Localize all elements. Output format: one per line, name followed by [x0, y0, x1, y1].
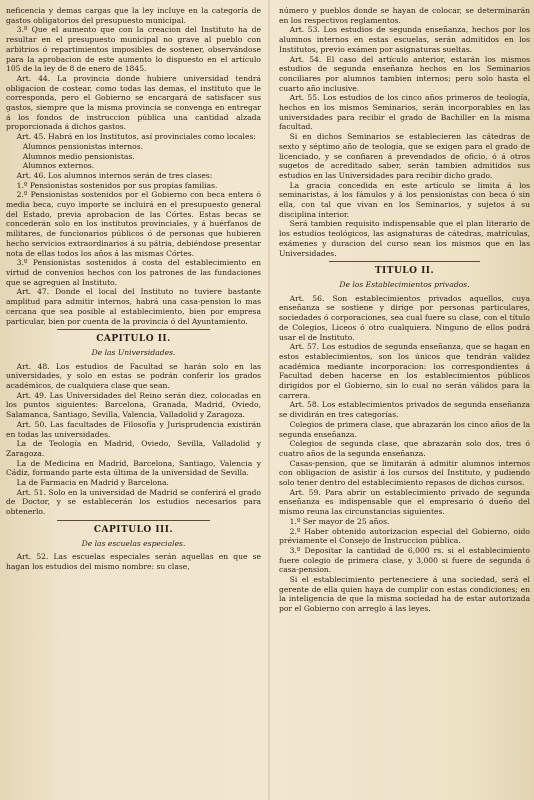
section-divider — [57, 329, 210, 330]
chapter-heading: CAPITULO II. — [96, 334, 171, 345]
paragraph: Si en dichos Seminarios se establecieren las cátedras de sexto y séptimo año de teología, que se exigen para el grado de licenciado, y se confiaren á prevendados de oficio, ó á otros sugetos de acreditado saber, serán tambien admitidos sus estudios en las Universidades para recibir dicho grado. — [279, 132, 530, 180]
paragraph: La de Farmacia en Madrid y Barcelona. — [16, 478, 169, 488]
paragraph: Art. 45. Habrá en los Institutos, así provinciales como locales: — [16, 132, 256, 142]
paragraph: 2.º Haber obtenido autorizacion especial del Gobierno, oido préviamente el Consejo de Instruccion pública. — [279, 526, 530, 546]
chapter-heading: CAPITULO III. — [93, 524, 174, 535]
right-text-column — [279, 6, 530, 798]
paragraph: Art. 57. Los estudios de segunda enseñanza, que se hagan en estos establecimientos, son los únicos que tendrán validez académica mediante incorporacion: los correspondientes á Facultad deben hacerse en los establecimientos públicos dirigidos por el Gobierno, sin lo cual no serán válidos para la carrera. — [279, 342, 530, 400]
paragraph: Art. 52. Las escuelas especiales serán aquellas en que se hagan los estudios del mismo nombre: su clase, — [6, 552, 261, 571]
paragraph: 1.º Ser mayor de 25 años. — [289, 516, 390, 526]
paragraph: Será tambien requisito indispensable que el plan literario de los estudios teológicos, las asignaturas de cátedras, matrículas, exámenes y duracion del curso sean los mismos que en las Universidades. — [279, 219, 530, 258]
paragraph: Art. 55. Los estudios de los cinco años primeros de teología, hechos en los mismos Seminarios, serán incorporables en las universidades para recibir el grado de Bachiller en la misma facultad. — [279, 93, 530, 132]
paragraph: Art. 59. Para abrir un establecimiento privado de segunda enseñanza es indispensable que el empresario ó dueño del mismo reuna las circunstancias siguientes. — [279, 487, 530, 517]
chapter-subtitle: De las Universidades. — [91, 347, 176, 357]
paragraph: Alumnos pensionistas internos. — [22, 141, 144, 151]
paragraph: Art. 51. Solo en la universidad de Madrid se conferirá el grado de Doctor, y se establecerán los estudios necesarios para obtenerlo. — [6, 487, 261, 517]
section-divider — [57, 520, 210, 521]
paragraph: Art. 50. Las facultades de Filosofía y Jurisprudencia existirán en todas las universidades. — [6, 419, 261, 439]
paragraph: Art. 56. Son establecimientos privados aquellos, cuya enseñanza se sostiene y dirige por personas particulares, sociedades ó corporaciones, sea cual fuere su clase, con el título de Colegios, Liceos ó otro cualquiera. Ninguno de ellos podrá usar el de Instituto. — [279, 293, 530, 342]
chapter-subtitle: De los Establecimientos privados. — [339, 279, 470, 289]
paragraph: 3.º Pensionistas sostenidos á costa del establecimiento en virtud de convenios hechos con los patrones de las fundaciones que se agreguen al Instituto. — [6, 258, 261, 287]
chapter-subtitle: De las escuelas especiales. — [81, 538, 186, 548]
paragraph: 3.º Depositar la cantidad de 6,000 rs. si el establecimiento fuere colegio de primera clase, y 3,000 si fuere de segunda ó casa-pension. — [279, 545, 530, 575]
paragraph: Art. 58. Los establecimientos privados de segunda enseñanza se dividirán en tres categorías. — [279, 400, 530, 420]
paragraph: Art. 44. La provincia donde hubiere universidad tendrá obligacion de costear, como todas las demas, el instituto que le corresponda, pero el Gobierno se encargará de satisfacer sus gastos, siempre que la misma provincia se convenga en entregar á los fondos de instruccion pública una cantidad alzada proporcionada á dichos gastos. — [6, 73, 261, 132]
paragraph: Art. 54. El caso del artículo anterior, estarán los mismos estudios de segunda enseñanza hechos en los Seminarios conciliares por alumnos tambien internos; pero solo hasta el cuarto año inclusive. — [279, 54, 530, 93]
paragraph: Art. 48. Los estudios de Facultad se harán solo en las universidades, y solo en estas se podrán conferir los grados académicos, de cualquiera clase que sean. — [6, 361, 261, 391]
paragraph: Art. 47. Donde el local del Instituto no tuviere bastante amplitud para admitir internos, habrá una casa-pension lo mas cercana que sea posible al establecimiento, bien por empresa particular, bien por cuenta de la provincia ó del Ayuntamiento. — [6, 287, 261, 326]
paragraph: La de Medicina en Madrid, Barcelona, Santiago, Valencia y Cádiz, formando parte esta última de la universidad de Sevilla. — [6, 458, 261, 478]
paragraph: Alumnos externos. — [22, 161, 95, 171]
paragraph: 3.º Que el aumento que con la creacion del Instituto ha de resultar en el presupuesto municipal no grave al pueblo con arbitrios ó repartimientos imposibles de sostener, observándose para la aprobacion de este aumento lo dispuesto en el artículo 105 de la ley de 8 de enero de 1845. — [6, 25, 261, 74]
left-text-column — [6, 6, 261, 798]
paragraph: Colegios de segunda clase, que abrazarán solo dos, tres ó cuatro años de la segunda enseñanza. — [279, 439, 530, 458]
section-divider — [329, 261, 480, 262]
chapter-heading: TITULO II. — [374, 266, 435, 277]
paragraph: 2.º Pensionistas sostenidos por el Gobierno con beca entera ó media beca, cuyo importe se incluirá en el presupuesto general del Estado, previa aprobacion de las Córtes. Estas becas se concederán solo en los institutos provinciales, y á huérfanos de militares, de funcionarios públicos ó de personas que hubieren hecho servicios extraordinarios á su pátria, debiéndose presentar nota de ellas todos los años á las mismas Córtes. — [6, 190, 261, 258]
paragraph: La gracia concedida en este artículo se limita á los seminaristas, á los fámulos y á los pensionistas con beca ó sin ella, con tal que vivan en los Seminarios, y sujetos á su disciplina interior. — [279, 180, 530, 219]
paragraph: neficencia y demas cargas que la ley incluye en la categoría de gastos obligatorios del presupuesto municipal. — [6, 6, 261, 25]
paragraph: número y pueblos donde se hayan de colocar, se determinarán en los respectivos reglamentos. — [279, 6, 530, 25]
paragraph: Si el establecimiento perteneciere á una sociedad, será el gerente de ella quien haya de cumplir con estas condiciones; en la inteligencia de que la misma sociedad ha de estar autorizada por el Gobierno con arreglo á las leyes. — [279, 575, 530, 614]
paragraph: Alumnos medio pensionistas. — [22, 151, 135, 161]
paragraph: Colegios de primera clase, que abrazarán los cinco años de la segunda enseñanza. — [279, 419, 530, 439]
paragraph: Art. 53. Los estudios de segunda enseñanza, hechos por los alumnos internos en estas escuelas, serán admitidos en los Institutos, previo exámen por asignaturas sueltas. — [279, 25, 530, 54]
paragraph: La de Teología en Madrid, Oviedo, Sevilla, Valladolid y Zaragoza. — [6, 439, 261, 458]
paragraph: Casas-pension, que se limitarán á admitir alumnos internos con obligacion de asistir á los cursos del Instituto, y pudiendo solo tener dentro del establecimiento repasos de dichos cursos. — [279, 458, 530, 488]
paragraph: 1.º Pensionistas sostenidos por sus propias familias. — [16, 180, 218, 190]
paragraph: Art. 49. Las Universidades del Reino serán diez, colocadas en los puntos siguientes: Barcelona, Granada, Madrid, Oviedo, Salamanca, Santiago, Sevilla, Valencia, Valladolid y Zaragoza. — [6, 390, 261, 420]
page-gutter — [268, 0, 270, 800]
paragraph: Art. 46. Los alumnos internos serán de tres clases: — [16, 170, 213, 180]
